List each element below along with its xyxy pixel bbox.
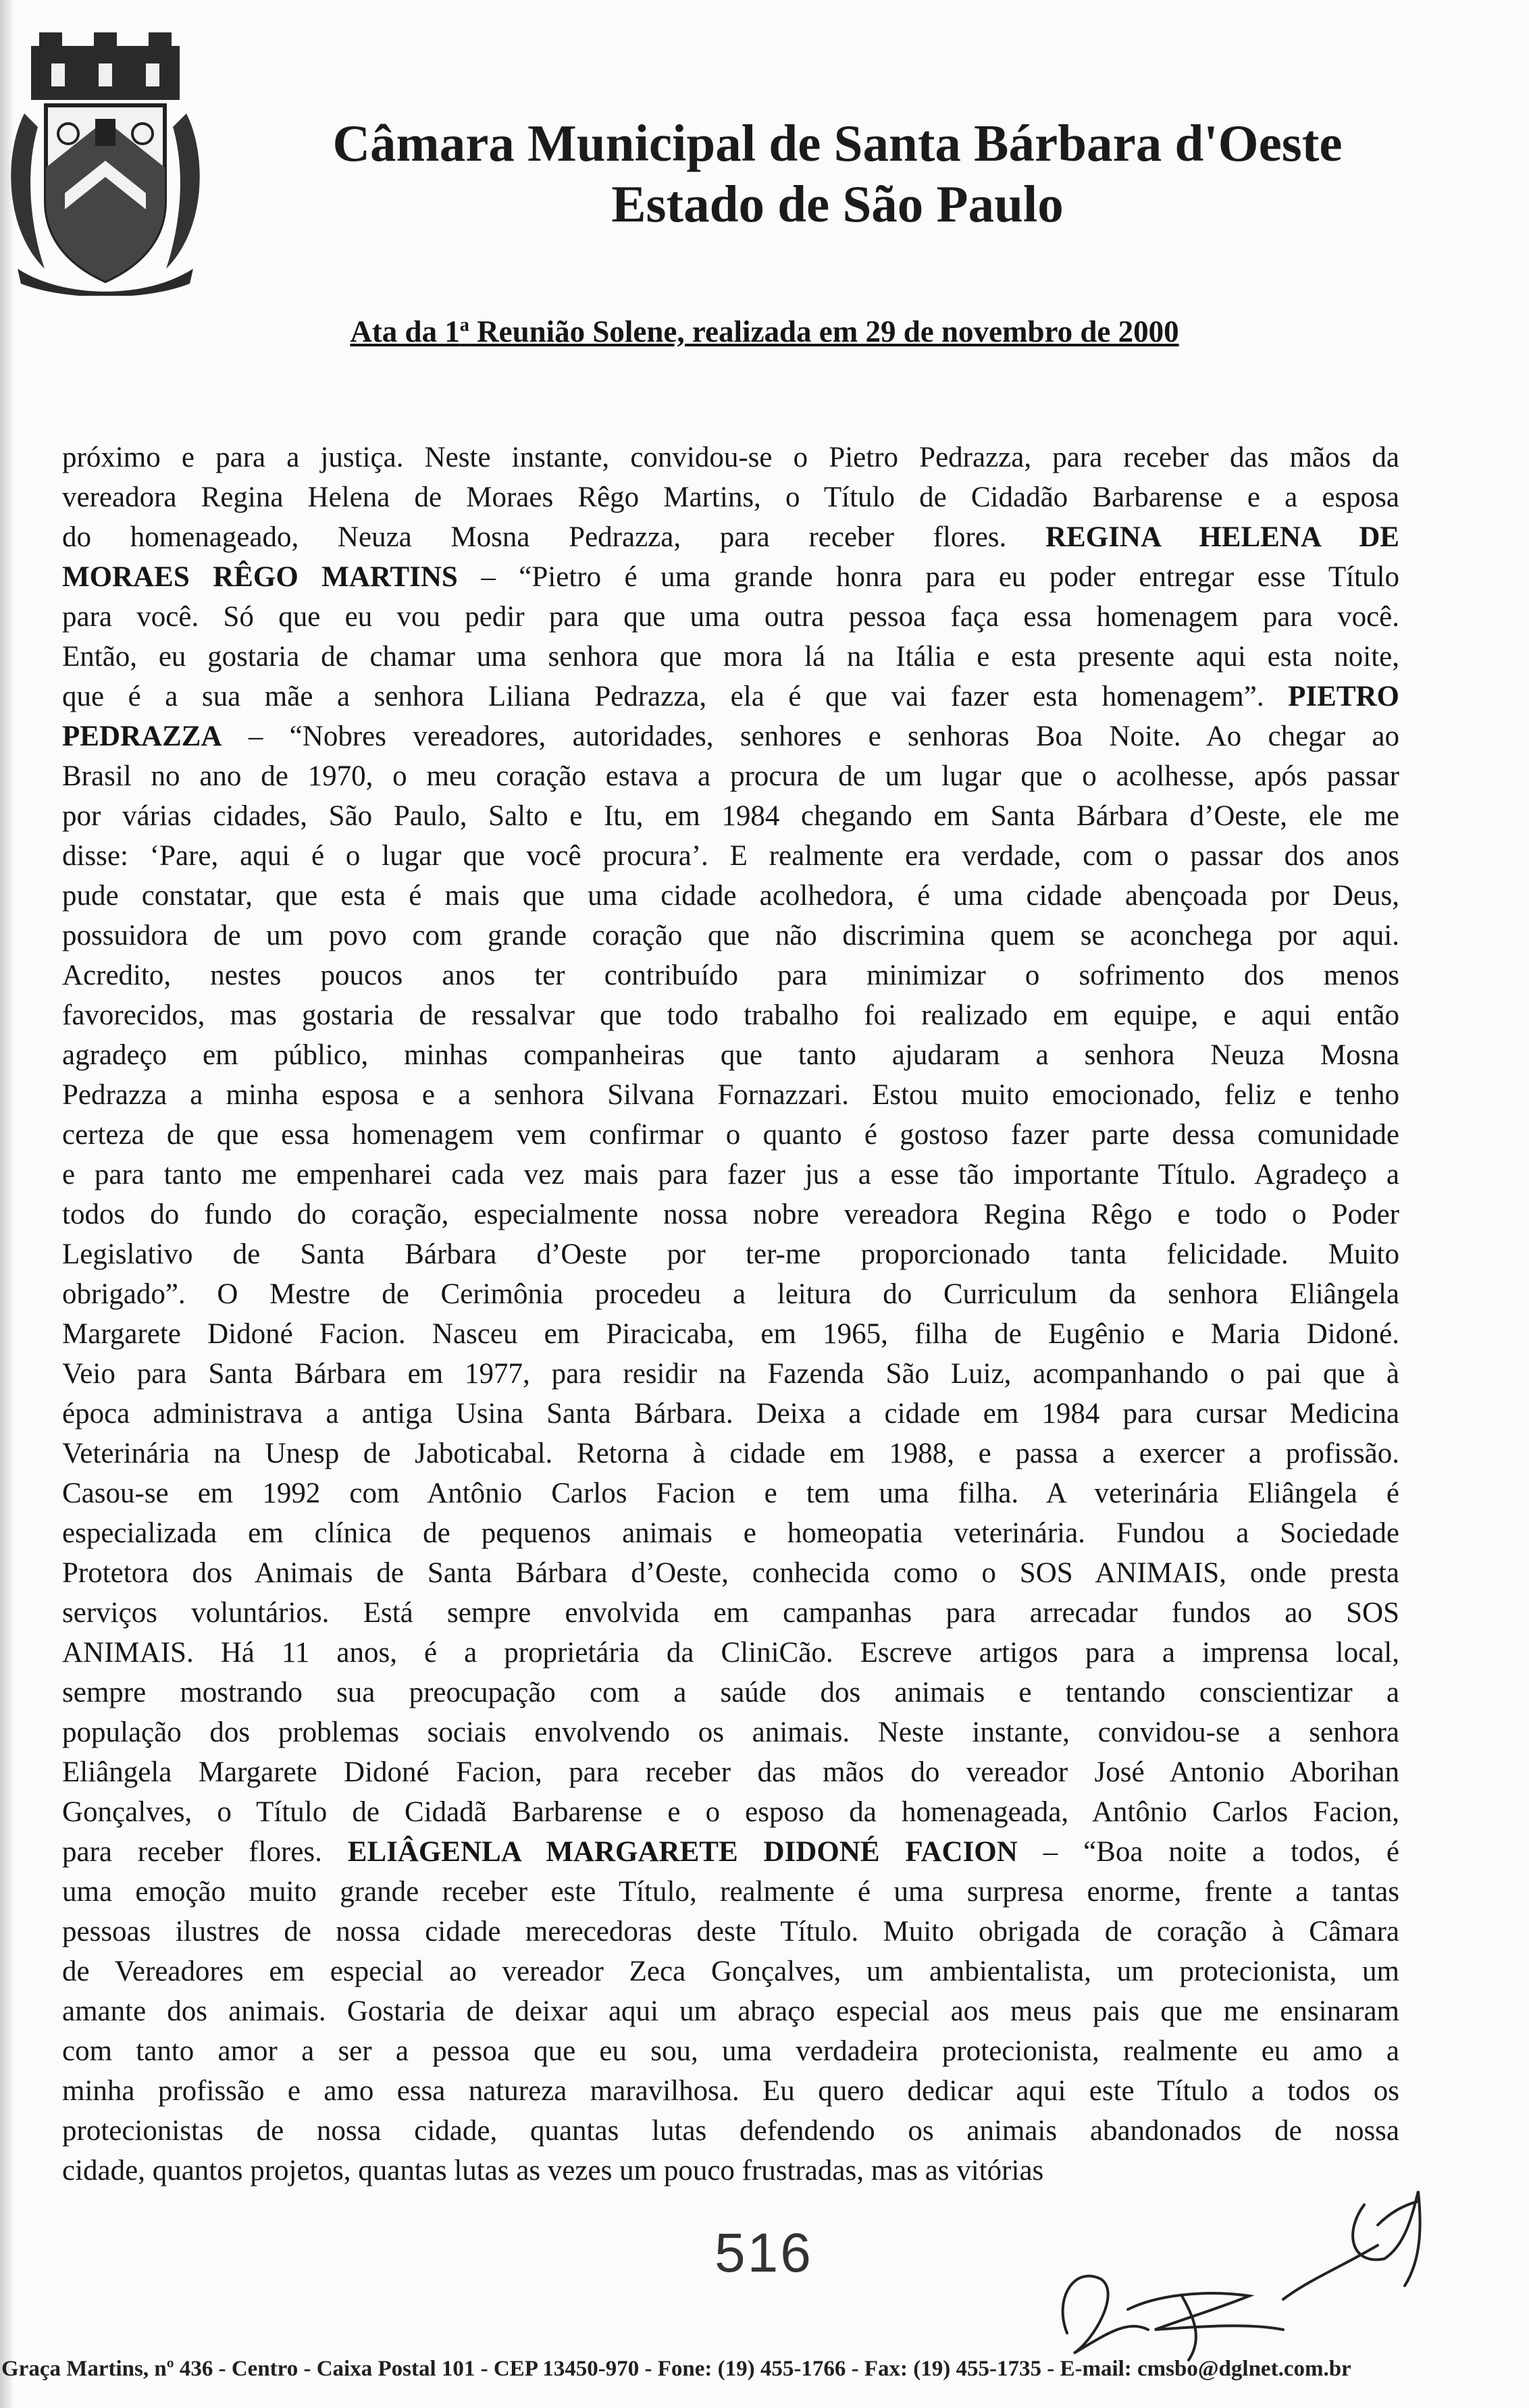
body-line: pessoas ilustres de nossa cidade merecedoras deste Título. Muito obrigada de coração à Câmara [62,1916,1399,1947]
body-line: Margarete Didoné Facion. Nasceu em Piracicaba, em 1965, filha de Eugênio e Maria Didoné. [62,1318,1399,1350]
minutes-title-ordinal: a [459,315,469,336]
body-line: protecionistas de nossa cidade, quantas lutas defendendo os animais abandonados de nossa [62,2115,1399,2147]
body-line: Protetora dos Animais de Santa Bárbara d’Oeste, conhecida como o SOS ANIMAIS, onde presta [62,1557,1399,1589]
speaker-name-regina-cont: MORAES RÊGO MARTINS [62,561,458,593]
footer-address [0,2357,1529,2382]
body-line: Veio para Santa Bárbara em 1977, para residir na Fazenda São Luiz, acompanhando o pai que à [62,1358,1399,1390]
state-name: Estado de São Paulo [611,175,1064,233]
minutes-title [0,314,1529,349]
body-line: Casou-se em 1992 com Antônio Carlos Facion e tem uma filha. A veterinária Eliângela é [62,1477,1399,1509]
body-line: favorecidos, mas gostaria de ressalvar que todo trabalho foi realizado em equipe, e aqui então [62,999,1399,1031]
body-line: especializada em clínica de pequenos animais e homeopatia veterinária. Fundou a Sociedade [62,1517,1399,1549]
body-line: uma emoção muito grande receber este Título, realmente é uma surpresa enorme, frente a tantas [62,1876,1399,1908]
body-line: ANIMAIS. Há 11 anos, é a proprietária da CliniCão. Escreve artigos para a imprensa local, [62,1637,1399,1669]
body-line: Eliângela Margarete Didoné Facion, para receber das mãos do vereador José Antonio Aborihan [62,1756,1399,1788]
handwritten-signature [1027,2164,1459,2367]
body-line: Gonçalves, o Título de Cidadã Barbarense e o esposo da homenageada, Antônio Carlos Facion, [62,1796,1399,1828]
body-line: pude constatar, que esta é mais que uma cidade acolhedora, é uma cidade abençoada por Deus, [62,880,1399,912]
body-line: vereadora Regina Helena de Moraes Rêgo Martins, o Título de Cidadão Barbarense e a esposa [62,481,1399,513]
body-line: sempre mostrando sua preocupação com a saúde dos animais e tentando conscientizar a [62,1677,1399,1708]
body-line: e para tanto me empenharei cada vez mais para fazer jus a esse tão importante Título. Agradeço a [62,1159,1399,1190]
body-line [62,517,1399,557]
body-line: Pedrazza a minha esposa e a senhora Silvana Fornazzari. Estou muito emocionado, feliz e tenho [62,1079,1399,1111]
body-line: cidade, quantos projetos, quantas lutas as vezes um pouco frustradas, mas as vitórias [62,2155,1044,2187]
body-line: Então, eu gostaria de chamar uma senhora que mora lá na Itália e esta presente aqui esta noite, [62,641,1399,673]
body-line: época administrava a antiga Usina Santa Bárbara. Deixa a cidade em 1984 para cursar Medicina [62,1398,1399,1430]
body-line: próximo e para a justiça. Neste instante, convidou-se o Pietro Pedrazza, para receber das mãos da [62,442,1399,473]
body-line: população dos problemas sociais envolvendo os animais. Neste instante, convidou-se a senhora [62,1717,1399,1748]
body-line: obrigado”. O Mestre de Cerimônia procedeu a leitura do Curriculum da senhora Eliângela [62,1278,1399,1310]
body-line: certeza de que essa homenagem vem confirmar o quanto é gostoso fazer parte dessa comunidade [62,1119,1399,1151]
body-line-text: para receber flores. [62,1836,322,1868]
body-line: serviços voluntários. Está sempre envolvida em campanhas para arrecadar fundos ao SOS [62,1597,1399,1629]
page-edge [0,0,12,2408]
body-line: com tanto amor a ser a pessoa que eu sou, uma verdadeira protecionista, realmente eu amo a [62,2035,1399,2067]
municipal-coat-of-arms [4,32,207,296]
body-line: Legislativo de Santa Bárbara d’Oeste por ter-me proporcionado tanta felicidade. Muito [62,1238,1399,1270]
body-line [62,716,1399,756]
body-line: disse: ‘Pare, aqui é o lugar que você procura’. E realmente era verdade, com o passar dos anos [62,840,1399,872]
body-line: Acredito, nestes poucos anos ter contribuído para minimizar o sofrimento dos menos [62,960,1399,991]
speaker-name-eliangela: ELIÂGENLA MARGARETE DIDONÉ FACION [347,1836,1018,1868]
minutes-title-suffix: Reunião Solene, realizada em 29 de novembro de 2000 [469,315,1179,348]
body-line: Brasil no ano de 1970, o meu coração estava a procura de um lugar que o acolhesse, após passar [62,760,1399,792]
body-line: para você. Só que eu vou pedir para que uma outra pessoa faça essa homenagem para você. [62,601,1399,633]
body-line [62,1832,1399,1872]
body-line: Veterinária na Unesp de Jaboticabal. Retorna à cidade em 1988, e passa a exercer a profissão. [62,1438,1399,1469]
speaker-name-pietro-cont: PEDRAZZA [62,721,222,752]
body-line [62,557,1399,597]
body-line [62,677,1399,716]
body-line: amante dos animais. Gostaria de deixar aqui um abraço especial aos meus pais que me ensinaram [62,1995,1399,2027]
body-line: minha profissão e amo essa natureza maravilhosa. Eu quero dedicar aqui este Título a todos os [62,2075,1399,2107]
body-line-text: do homenageado, Neuza Mosna Pedrazza, para receber flores. [62,521,1007,553]
body-line: agradeço em público, minhas companheiras que tanto ajudaram a senhora Neuza Mosna [62,1039,1399,1071]
speech-regina-start: – “Pietro é uma grande honra para eu poder entregar esse Título [457,561,1399,593]
chamber-name: Câmara Municipal de Santa Bárbara d'Oeste [332,114,1343,172]
speech-pietro-start: – “Nobres vereadores, autoridades, senhores e senhoras Boa Noite. Ao chegar ao [222,721,1399,752]
minutes-body [62,438,1399,2191]
body-line: por várias cidades, São Paulo, Salto e Itu, em 1984 chegando em Santa Bárbara d’Oeste, ele me [62,800,1399,832]
speaker-name-pietro: PIETRO [1288,681,1400,712]
body-line: todos do fundo do coração, especialmente nossa nobre vereadora Regina Rêgo e todo o Poder [62,1199,1399,1230]
footer-address-text: Graça Martins, nº 436 - Centro - Caixa Postal 101 - CEP 13450-970 - Fone: (19) 455-1766 - Fax: (19) 455-1735 - E-mail: cmsbo@dglnet.com.br [1,2357,1351,2381]
speech-eliangela-start: – “Boa noite a todos, é [1017,1836,1399,1868]
page-number: 516 [715,2222,813,2284]
speaker-name-regina: REGINA HELENA DE [1045,521,1399,553]
minutes-title-prefix: Ata da 1 [350,315,460,348]
body-line-text: que é a sua mãe a senhora Liliana Pedrazza, ela é que vai fazer esta homenagem”. [62,681,1264,712]
body-line: possuidora de um povo com grande coração que não discrimina quem se aconchega por aqui. [62,920,1399,951]
body-line: de Vereadores em especial ao vereador Zeca Gonçalves, um ambientalista, um protecionista, um [62,1956,1399,1987]
